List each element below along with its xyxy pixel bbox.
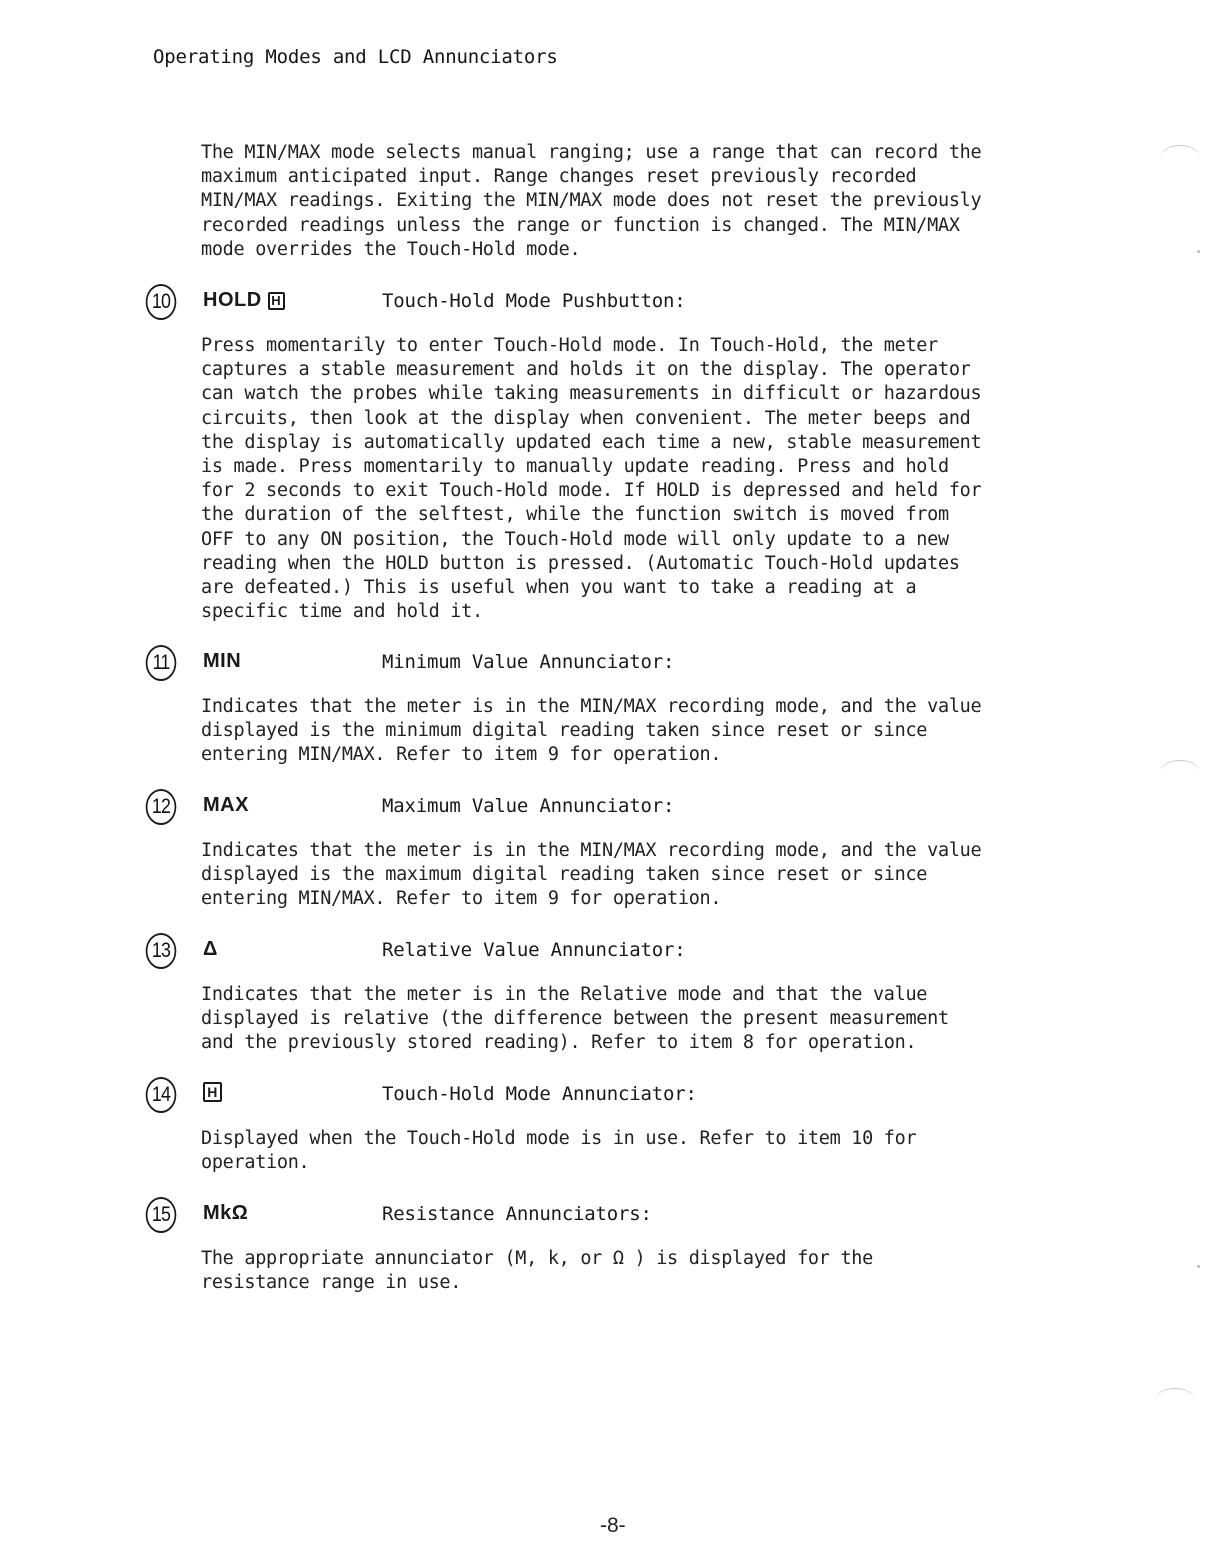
item-label <box>203 289 285 312</box>
item-14-description: Displayed when the Touch-Hold mode is in use. Refer to item 10 for operation. <box>201 1128 917 1174</box>
item-11 <box>143 645 1143 685</box>
item-number-badge: 13 <box>146 933 177 969</box>
item-10-description: Press momentarily to enter Touch-Hold mode. In Touch-Hold, the meter captures a stable measurement and holds it on the display. The operator can watch the probes while taking measurements in difficult or hazardous circuits, then look at the display when convenient. The meter beeps and the display is automatically updated each time a new, stable measurement is made. Press momentarily to manually update reading. Press and hold for 2 seconds to exit Touch-Hold mode. If HOLD is depressed and held for the duration of the selftest, while the function switch is moved from OFF to any ON position, the Touch-Hold mode will only update to a new reading when the HOLD button is pressed. (Automatic Touch-Hold updates are defeated.) This is useful when you want to take a reading at a specific time and hold it. <box>201 335 982 623</box>
item-12-description: Indicates that the meter is in the MIN/MAX recording mode, and the value displayed is the maximum digital reading taken since reset or since entering MIN/MAX. Refer to item 9 for operation. <box>201 840 982 910</box>
item-number-badge: 11 <box>146 645 177 681</box>
item-title: Touch-Hold Mode Pushbutton: <box>382 290 686 312</box>
scan-mark <box>1160 145 1200 170</box>
scan-mark <box>1160 760 1200 785</box>
hold-label-text: HOLD <box>203 289 262 311</box>
scan-speck <box>1197 1265 1200 1268</box>
item-11-description: Indicates that the meter is in the MIN/MAX recording mode, and the value displayed is the minimum digital reading taken since reset or since entering MIN/MAX. Refer to item 9 for operation. <box>201 696 982 766</box>
item-label <box>203 1082 222 1102</box>
item-title: Maximum Value Annunciator: <box>382 795 675 817</box>
scan-speck <box>1197 250 1200 253</box>
item-number-badge: 14 <box>146 1077 177 1113</box>
item-label: MAX <box>203 794 249 816</box>
item-13 <box>143 933 1143 973</box>
page-header: Operating Modes and LCD Annunciators <box>153 46 558 68</box>
item-14 <box>143 1077 1143 1117</box>
item-12 <box>143 789 1143 829</box>
item-15-description: The appropriate annunciator (M, k, or Ω ) is displayed for the resistance range in use. <box>201 1248 873 1294</box>
item-title: Resistance Annunciators: <box>382 1203 652 1225</box>
item-label <box>203 938 218 961</box>
item-title: Relative Value Annunciator: <box>382 939 686 961</box>
item-label: MkΩ <box>203 1202 249 1224</box>
item-number-badge: 10 <box>146 284 177 320</box>
item-15 <box>143 1197 1143 1237</box>
item-title: Touch-Hold Mode Annunciator: <box>382 1083 697 1105</box>
delta-icon: Δ <box>203 938 218 960</box>
page-number: -8- <box>600 1514 626 1537</box>
item-number-badge: 12 <box>146 789 177 825</box>
touch-hold-icon: H <box>268 292 285 310</box>
item-10 <box>143 284 1143 324</box>
scan-mark <box>1155 1388 1195 1413</box>
item-label: MIN <box>203 650 242 672</box>
item-number-badge: 15 <box>146 1197 177 1233</box>
item-13-description: Indicates that the meter is in the Relative mode and that the value displayed is relative (the difference between the present measurement and the previously stored reading). Refer to item 8 for operation. <box>201 984 949 1054</box>
intro-paragraph: The MIN/MAX mode selects manual ranging; use a range that can record the maximum anticipated input. Range changes reset previously recorded MIN/MAX readings. Exiting the MIN/MAX mode does not reset the previously recorded readings unless the range or function is changed. The MIN/MAX mode overrides the Touch-Hold mode. <box>201 142 982 260</box>
item-title: Minimum Value Annunciator: <box>382 651 675 673</box>
touch-hold-icon: H <box>203 1082 222 1102</box>
